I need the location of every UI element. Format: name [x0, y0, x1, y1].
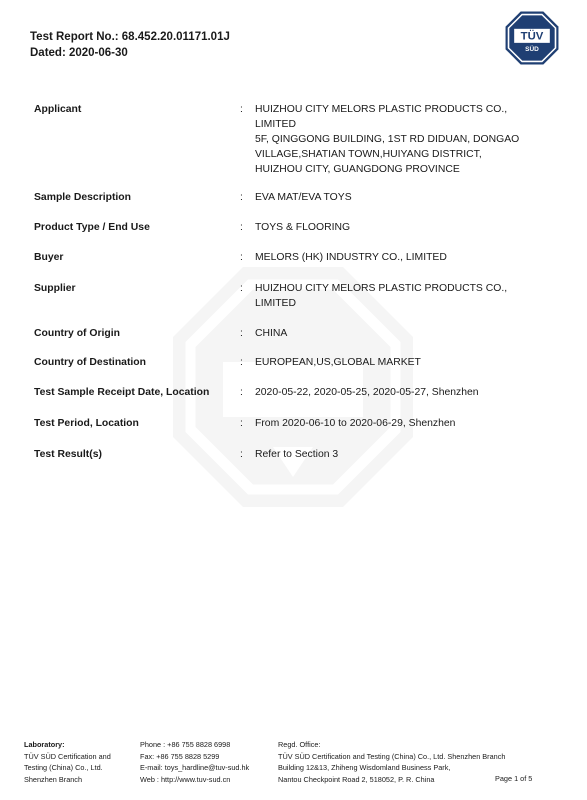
logo-top-text: TÜV [520, 30, 544, 43]
field-label: Supplier [34, 283, 76, 294]
field-label: Country of Destination [34, 357, 146, 368]
field-colon: : [240, 283, 243, 294]
field-value [255, 447, 555, 462]
logo-bottom-text: SÜD [525, 45, 539, 53]
field-colon: : [240, 387, 243, 398]
field-label: Sample Description [34, 192, 132, 203]
field-colon: : [240, 222, 243, 233]
contact-phone: Phone : +86 755 8828 6998 [140, 740, 231, 749]
value-line: LIMITED [255, 298, 296, 309]
field-colon: : [240, 192, 243, 203]
report-date: Dated: 2020-06-30 [30, 47, 128, 59]
value-line: EVA MAT/EVA TOYS [255, 192, 352, 203]
field-label: Test Sample Receipt Date, Location [34, 387, 210, 398]
field-colon: : [240, 104, 243, 115]
value-line: HUIZHOU CITY MELORS PLASTIC PRODUCTS CO., [255, 283, 508, 294]
field-label: Applicant [34, 104, 82, 115]
field-value [255, 250, 555, 265]
field-label: Test Result(s) [34, 449, 102, 460]
field-value [255, 102, 555, 177]
field-value [255, 416, 555, 431]
report-header [30, 29, 230, 61]
report-number: Test Report No.: 68.452.20.01171.01J [30, 31, 230, 43]
field-label: Test Period, Location [34, 418, 139, 429]
field-value [255, 326, 555, 341]
value-line: MELORS (HK) INDUSTRY CO., LIMITED [255, 252, 447, 263]
tuv-sud-logo [505, 11, 559, 65]
value-line: TOYS & FLOORING [255, 222, 351, 233]
value-line: From 2020-06-10 to 2020-06-29, Shenzhen [255, 418, 456, 429]
field-colon: : [240, 252, 243, 263]
field-value [255, 220, 555, 235]
contact-web[interactable]: Web : http://www.tuv-sud.cn [140, 774, 231, 784]
field-colon: : [240, 357, 243, 368]
field-value [255, 385, 555, 400]
value-line: Refer to Section 3 [255, 449, 339, 460]
laboratory-line: Shenzhen Branch [24, 774, 83, 784]
value-line: LIMITED [255, 119, 296, 130]
field-colon: : [240, 449, 243, 460]
office-line: TÜV SÜD Certification and Testing (China) Co., Ltd. Shenzhen Branch [278, 751, 506, 761]
value-line: 5F, QINGGONG BUILDING, 1ST RD DIDUAN, DONGAO [255, 134, 520, 145]
value-line: 2020-05-22, 2020-05-25, 2020-05-27, Shenzhen [255, 387, 479, 398]
field-colon: : [240, 418, 243, 429]
contact-fax: Fax: +86 755 8828 5299 [140, 751, 220, 761]
value-line: HUIZHOU CITY MELORS PLASTIC PRODUCTS CO., [255, 104, 508, 115]
footer-office [278, 739, 505, 785]
field-value [255, 355, 555, 370]
laboratory-line: TÜV SÜD Certification and [24, 751, 111, 761]
field-label: Product Type / End Use [34, 222, 150, 233]
laboratory-title: Laboratory: [24, 740, 65, 749]
field-colon: : [240, 328, 243, 339]
value-line: VILLAGE,SHATIAN TOWN,HUIYANG DISTRICT, [255, 149, 482, 160]
value-line: EUROPEAN,US,GLOBAL MARKET [255, 357, 421, 368]
office-line: Building 12&13, Zhiheng Wisdomland Business Park, [278, 763, 451, 773]
contact-email[interactable]: E-mail: toys_hardline@tuv-sud.hk [140, 763, 250, 773]
office-line: Nantou Checkpoint Road 2, 518052, P. R. China [278, 774, 435, 784]
footer-laboratory [24, 739, 111, 785]
footer-contact [140, 739, 249, 785]
office-title: Regd. Office: [278, 740, 321, 749]
field-value [255, 190, 555, 205]
page-number: Page 1 of 5 [495, 774, 533, 783]
field-label: Country of Origin [34, 328, 121, 339]
value-line: HUIZHOU CITY, GUANGDONG PROVINCE [255, 164, 460, 175]
field-label: Buyer [34, 252, 64, 263]
field-value [255, 281, 555, 311]
value-line: CHINA [255, 328, 288, 339]
laboratory-line: Testing (China) Co., Ltd. [24, 763, 103, 773]
